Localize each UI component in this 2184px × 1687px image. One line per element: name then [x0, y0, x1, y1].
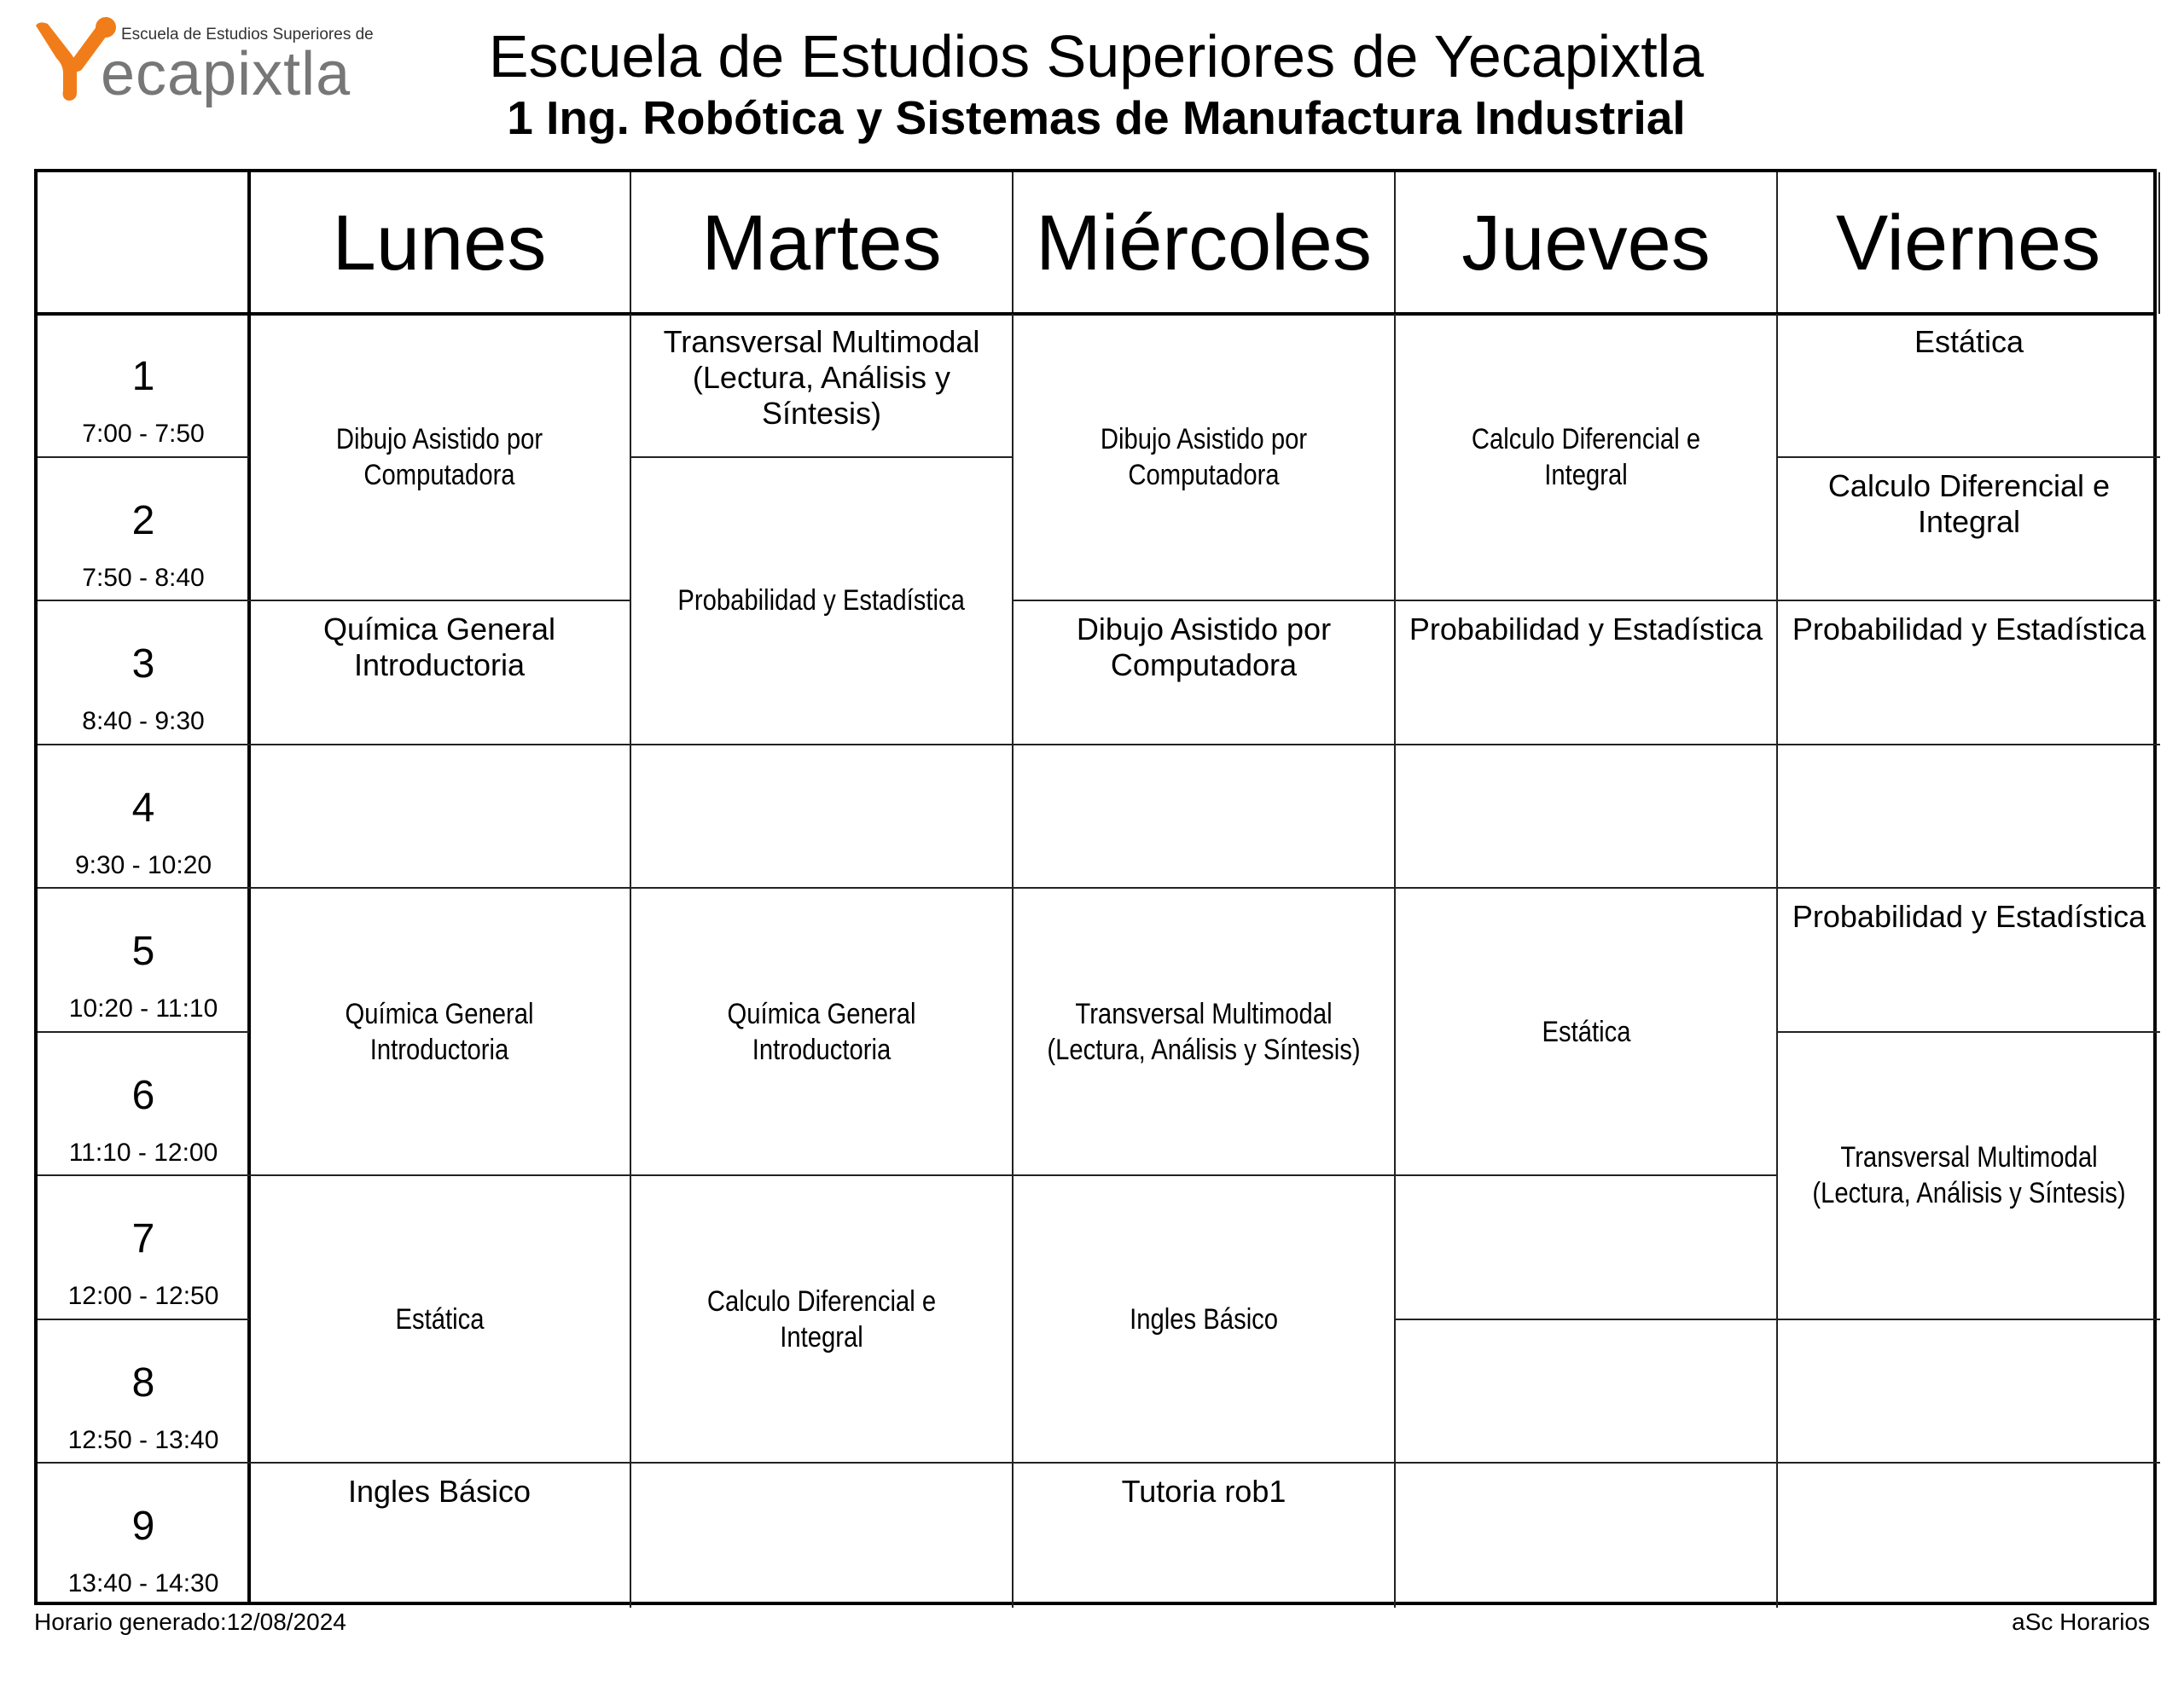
period-time: 9:30 - 10:20 [74, 850, 212, 879]
period-number: 8 [131, 1359, 155, 1406]
period-time: 13:40 - 14:30 [67, 1569, 219, 1597]
class-cell [1014, 601, 1396, 745]
period-time: 10:20 - 11:10 [68, 994, 218, 1023]
class-cell [1014, 889, 1396, 1176]
period-row-8 [38, 1320, 249, 1464]
class-cell [249, 601, 631, 745]
class-name: Probabilidad y Estadística [1409, 612, 1763, 646]
class-name: Transversal Multimodal (Lectura, Análisis y Síntesis) [663, 324, 980, 431]
page-subtitle: 1 Ing. Robótica y Sistemas de Manufactura Industrial [507, 91, 1686, 144]
class-name: Estática [1914, 324, 2024, 359]
generated-date: Horario generado:12/08/2024 [34, 1609, 346, 1635]
class-name: Transversal Multimodal (Lectura, Análisis y Síntesis) [1812, 1141, 2126, 1209]
page-title: Escuela de Estudios Superiores de Yecapixtla [488, 23, 1705, 90]
day-header-martes: Martes [631, 172, 1014, 314]
class-name: Ingles Básico [347, 1474, 531, 1509]
day-header-lunes: Lunes [249, 172, 631, 314]
empty-slot [631, 745, 1014, 890]
class-name: Probabilidad y Estadística [1792, 612, 2146, 646]
period-number: 9 [131, 1504, 155, 1549]
period-time: 7:00 - 7:50 [82, 420, 205, 448]
empty-slot [631, 1464, 1014, 1608]
day-header-miercoles: Miércoles [1014, 172, 1396, 314]
class-name: Química General Introductoria [727, 997, 916, 1066]
header-corner [38, 172, 249, 314]
period-row-3 [38, 601, 249, 745]
empty-slot [1778, 1464, 2160, 1608]
empty-slot [1778, 1320, 2160, 1464]
empty-slot [1396, 1176, 1778, 1320]
class-name: Estática [1541, 1015, 1631, 1048]
empty-slot [1396, 745, 1778, 890]
class-name: Calculo Diferencial e Integral [706, 1284, 937, 1354]
class-cell [631, 314, 1014, 458]
period-number: 7 [131, 1216, 155, 1261]
period-row-7 [38, 1176, 249, 1320]
class-cell [249, 1464, 631, 1608]
class-name: Estática [394, 1302, 485, 1336]
period-number: 2 [131, 497, 155, 543]
period-row-9 [38, 1464, 249, 1608]
class-name: Probabilidad y Estadística [677, 584, 966, 617]
class-cell [631, 1176, 1014, 1464]
class-name: Probabilidad y Estadística [1792, 899, 2146, 934]
period-row-4 [38, 745, 249, 890]
software-credit: aSc Horarios [2012, 1609, 2150, 1635]
class-cell [631, 889, 1014, 1176]
logo-big-text: ecapixtla [101, 40, 351, 108]
class-name: Química General Introductoria [345, 997, 534, 1066]
class-name: Química General Introductoria [322, 612, 556, 682]
class-cell [249, 889, 631, 1176]
period-row-2 [38, 458, 249, 602]
class-name: Transversal Multimodal (Lectura, Análisis y Síntesis) [1047, 997, 1361, 1066]
period-row-5 [38, 889, 249, 1033]
empty-slot [1396, 1320, 1778, 1464]
class-cell [1396, 889, 1778, 1176]
class-cell [1396, 601, 1778, 745]
class-cell [1778, 601, 2160, 745]
class-name: Ingles Básico [1130, 1302, 1278, 1336]
period-time: 11:10 - 12:00 [68, 1138, 218, 1167]
class-name: Dibujo Asistido por Computadora [335, 422, 543, 491]
school-logo [31, 15, 380, 118]
period-number: 5 [131, 929, 155, 974]
period-time: 8:40 - 9:30 [82, 707, 205, 735]
class-cell [1778, 1033, 2160, 1320]
period-time: 12:00 - 12:50 [67, 1282, 219, 1310]
class-cell [1778, 458, 2160, 602]
empty-slot [249, 745, 631, 890]
class-cell [1396, 314, 1778, 601]
class-cell [1014, 314, 1396, 601]
class-cell [1778, 889, 2160, 1033]
class-cell [1014, 1464, 1396, 1608]
class-name: Tutoria rob1 [1121, 1474, 1287, 1509]
period-number: 1 [131, 354, 155, 399]
class-cell [249, 314, 631, 601]
class-name: Calculo Diferencial e Integral [1827, 467, 2111, 539]
period-number: 6 [131, 1072, 155, 1118]
period-number: 4 [131, 785, 155, 831]
class-name: Dibujo Asistido por Computadora [1100, 422, 1308, 491]
day-header-jueves: Jueves [1396, 172, 1778, 314]
period-row-1 [38, 314, 249, 458]
logo-small-text: Escuela de Estudios Superiores de [121, 26, 374, 43]
period-time: 7:50 - 8:40 [82, 563, 205, 592]
class-cell [631, 458, 1014, 745]
empty-slot [1778, 745, 2160, 890]
period-number: 3 [131, 641, 155, 687]
class-cell [1778, 314, 2160, 458]
class-cell [249, 1176, 631, 1464]
period-time: 12:50 - 13:40 [67, 1425, 219, 1454]
period-row-6 [38, 1033, 249, 1177]
day-header-viernes: Viernes [1778, 172, 2160, 314]
empty-slot [1396, 1464, 1778, 1608]
class-name: Dibujo Asistido por Computadora [1076, 612, 1332, 682]
class-name: Calculo Diferencial e Integral [1471, 422, 1701, 491]
class-cell [1014, 1176, 1396, 1464]
timetable-grid [34, 169, 2157, 1605]
empty-slot [1014, 745, 1396, 890]
